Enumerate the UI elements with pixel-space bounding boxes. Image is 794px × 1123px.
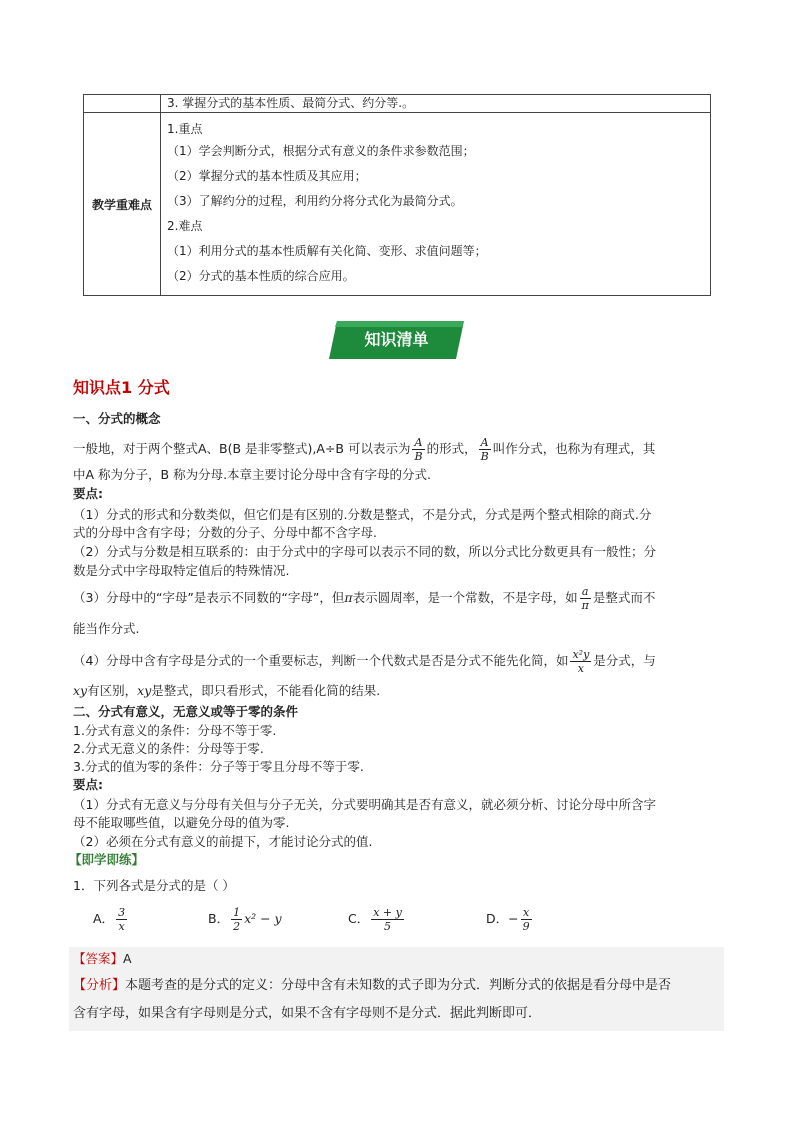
paragraph-line: 3.分式的值为零的条件：分子等于零且分母不等于零.	[73, 759, 364, 774]
section-heading: 二、分式有意义，无意义或等于零的条件	[73, 704, 299, 719]
numerator: 3	[118, 906, 126, 919]
paragraph-line: 2.分式无意义的条件：分母等于零.	[73, 741, 264, 756]
cell-line: （2）分式的基本性质的综合应用。	[167, 269, 355, 283]
minus-sign: −	[508, 911, 519, 926]
text-span: （4）分母中含有字母是分式的一个重要标志，判断一个代数式是否是分式不能先化简，如	[73, 653, 569, 668]
numerator: x	[521, 906, 532, 920]
paragraph-line: 中A 称为分子，B 称为分母.本章主要讨论分母中含有字母的分式.	[73, 467, 432, 482]
paragraph-line: 母不能取哪些值，以避免分母的值为零.	[73, 815, 290, 830]
numerator: a	[580, 585, 591, 599]
numerator: A	[412, 436, 424, 450]
table-row-label: 教学重难点	[84, 113, 161, 296]
text-span: 表示圆周率，是一个常数，不是字母，如	[352, 590, 578, 605]
option-d	[486, 906, 534, 933]
table-cell-empty	[84, 95, 161, 113]
fraction	[231, 906, 242, 933]
denominator: x	[118, 920, 125, 933]
denominator: 9	[522, 920, 530, 933]
banner-label: 知识清单	[364, 330, 429, 349]
math-term: xy	[137, 683, 152, 698]
cell-line: 2.难点	[167, 219, 203, 233]
paragraph-line: 数是分式中字母取特定值后的特殊情况.	[73, 563, 290, 578]
paragraph-line	[73, 585, 655, 612]
paragraph-line: （1）分式的形式和分数类似，但它们是有区别的.分数是整式，不是分式，分式是两个整式相除的商式.分	[73, 507, 652, 522]
option-label: A．	[93, 911, 115, 926]
denominator: B	[480, 450, 489, 463]
paragraph-line: 1.分式有意义的条件：分母不等于零.	[73, 723, 277, 738]
fraction	[371, 906, 404, 933]
text-span: 是分式，与	[593, 653, 656, 668]
analysis-line	[73, 976, 671, 996]
paragraph-line	[73, 681, 380, 701]
paragraph-line: （1）分式有无意义与分母有关但与分子无关，分式要明确其是否有意义，就必须分析、讨论分母中所含字	[73, 797, 656, 812]
answer-tag: 【答案】	[73, 951, 124, 966]
fraction	[570, 648, 591, 675]
cell-line: （1）学会判断分式，根据分式有意义的条件求参数范围；	[167, 144, 475, 158]
numerator: 1	[233, 906, 241, 919]
paragraph-line: 式的分母中含有字母；分数的分子、分母中都不含字母.	[73, 525, 377, 540]
denominator: B	[414, 450, 423, 463]
text-span: 一般地，对于两个整式A、B(B 是非零整式),A÷B 可以表示为	[73, 441, 411, 456]
denominator: 2	[233, 920, 241, 933]
question-stem: 1．下列各式是分式的是（ ）	[73, 878, 235, 893]
numerator: x²y	[572, 648, 590, 661]
paragraph-line: 能当作分式.	[73, 621, 140, 636]
objectives-table	[83, 94, 711, 296]
denominator: 5	[384, 920, 392, 933]
key-points-label: 要点:	[73, 777, 103, 792]
section-heading: 一、分式的概念	[73, 411, 161, 426]
denominator: x	[577, 662, 584, 675]
fraction	[521, 906, 532, 933]
cell-line: （3）了解约分的过程，利用约分将分式化为最简分式。	[167, 194, 463, 208]
fraction	[479, 436, 491, 463]
option-label: C．	[348, 911, 370, 926]
analysis-line: 含有字母，如果含有字母则是分式，如果不含有字母则不是分式．据此判断即可．	[73, 1006, 542, 1021]
option-b	[208, 906, 282, 933]
text-span: 是整式，即只看形式，不能看化简的结果.	[151, 683, 381, 698]
text-span: 有区别，	[87, 683, 138, 698]
practice-label: 【即学即练】	[69, 852, 145, 867]
option-a	[93, 906, 129, 933]
option-label: B．	[208, 911, 230, 926]
paragraph-line	[73, 648, 656, 675]
answer-line	[73, 949, 132, 969]
table-row	[84, 95, 711, 113]
text-span: （3）分母中的“字母”是表示不同数的“字母”，但	[73, 590, 345, 605]
paragraph-line: （2）必须在分式有意义的前提下，才能讨论分式的值.	[73, 834, 373, 849]
numerator: x + y	[373, 906, 402, 919]
analysis-text: 本题考查的是分式的定义：分母中含有未知数的式子即为分式．判断分式的依据是看分母中是否	[125, 978, 672, 993]
paragraph-line	[73, 436, 655, 463]
expression-tail: x² − y	[244, 911, 282, 926]
text-span: 是整式而不	[592, 590, 656, 605]
pi-symbol: π	[344, 590, 353, 605]
paragraph-line: （2）分式与分数是相互联系的：由于分式中的字母可以表示不同的数，所以分式比分数更具有一般性；分	[73, 544, 656, 559]
key-points-label: 要点:	[73, 486, 103, 501]
text-span: 叫作分式，也称为有理式，其	[492, 441, 656, 456]
table-row	[84, 113, 711, 296]
numerator: A	[479, 436, 491, 450]
table-cell: 3. 掌握分式的基本性质、最简分式、约分等.。	[161, 95, 711, 113]
cell-line: （2）掌握分式的基本性质及其应用；	[167, 169, 367, 183]
table-cell-key-points	[161, 113, 711, 296]
denominator: π	[581, 599, 589, 612]
fraction	[580, 585, 591, 612]
analysis-tag: 【分析】	[73, 978, 126, 993]
answer-value: A	[123, 951, 132, 966]
cell-line: 1.重点	[167, 122, 203, 136]
text-span: 的形式，	[426, 441, 477, 456]
fraction	[412, 436, 424, 463]
section-banner	[329, 321, 464, 359]
knowledge-point-title: 知识点1 分式	[73, 378, 170, 397]
fraction	[116, 906, 127, 933]
math-term: xy	[73, 683, 88, 698]
option-c	[348, 906, 406, 933]
option-label: D．	[486, 911, 509, 926]
cell-line: （1）利用分式的基本性质解有关化简、变形、求值问题等；	[167, 244, 487, 258]
